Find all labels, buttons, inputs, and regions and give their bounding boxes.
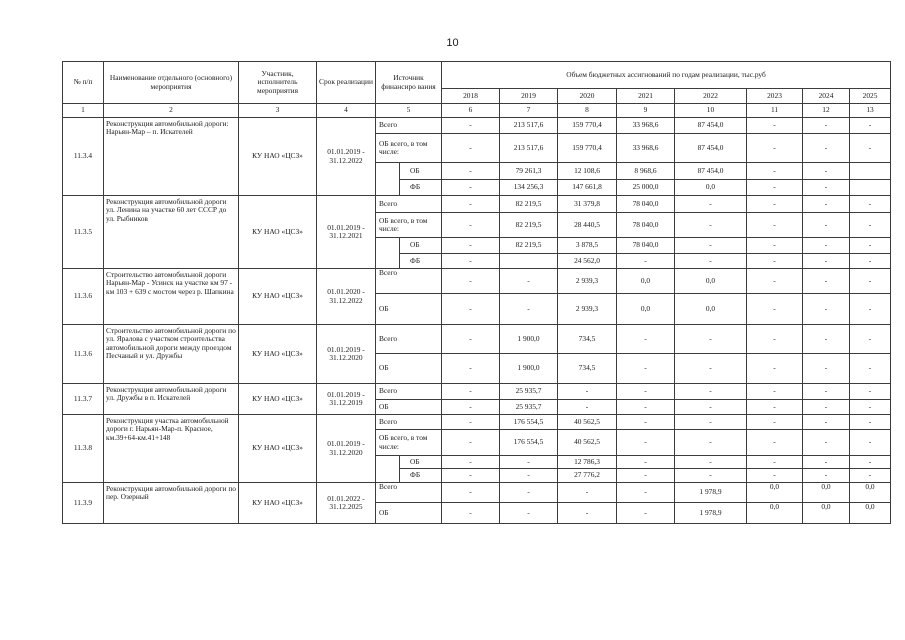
table-row bbox=[63, 196, 891, 213]
budget-value: - bbox=[500, 483, 558, 503]
funding-source: Всего bbox=[376, 196, 442, 213]
budget-value: - bbox=[747, 238, 803, 254]
budget-value: 78 040,0 bbox=[617, 238, 675, 254]
budget-value: - bbox=[442, 400, 500, 415]
year-header: 2019 bbox=[500, 89, 558, 104]
budget-value: - bbox=[747, 269, 803, 294]
budget-value: - bbox=[850, 469, 891, 483]
activity-number: 11.3.6 bbox=[63, 325, 104, 384]
budget-value: 78 040,0 bbox=[617, 196, 675, 213]
activity-name: Реконструкция автомобильной дороги: Нарьян-Мар – п. Искателей bbox=[104, 118, 239, 196]
year-header: 2020 bbox=[558, 89, 617, 104]
activity-number: 11.3.6 bbox=[63, 269, 104, 325]
activity-name: Реконструкция автомобильной дороги ул. Ленина на участке 60 лет СССР до ул. Рыбников bbox=[104, 196, 239, 269]
budget-value: 0,0 bbox=[675, 180, 747, 196]
budget-value: - bbox=[747, 354, 803, 384]
budget-value: 213 517,6 bbox=[500, 118, 558, 134]
budget-value: - bbox=[747, 196, 803, 213]
table-row bbox=[63, 384, 891, 400]
budget-value: 25 000,0 bbox=[617, 180, 675, 196]
activity-number: 11.3.9 bbox=[63, 483, 104, 524]
activity-participant: КУ НАО «ЦСЗ» bbox=[239, 415, 317, 483]
budget-value: - bbox=[747, 469, 803, 483]
budget-value: 12 108,6 bbox=[558, 163, 617, 180]
funding-source: ФБ bbox=[400, 254, 442, 269]
budget-value: - bbox=[442, 384, 500, 400]
budget-value: 33 968,6 bbox=[617, 134, 675, 163]
page-number: 10 bbox=[446, 37, 459, 49]
budget-value: - bbox=[617, 456, 675, 469]
header-num: № п/п bbox=[63, 62, 104, 104]
budget-value: - bbox=[617, 430, 675, 456]
budget-value: - bbox=[850, 196, 891, 213]
budget-value: - bbox=[747, 415, 803, 430]
budget-value: - bbox=[617, 483, 675, 503]
activity-term: 01.01.2022 - 31.12.2025 bbox=[317, 483, 376, 524]
budget-value: - bbox=[442, 430, 500, 456]
budget-value: - bbox=[675, 213, 747, 238]
budget-value: - bbox=[803, 118, 850, 134]
budget-value: - bbox=[500, 269, 558, 294]
budget-value: - bbox=[850, 134, 891, 163]
budget-value: 0,0 bbox=[675, 269, 747, 294]
budget-value: 0,0 bbox=[747, 483, 803, 503]
budget-value: - bbox=[617, 325, 675, 354]
header-participant: Участник, исполнитель мероприятия bbox=[239, 62, 317, 104]
budget-value: 2 939,3 bbox=[558, 294, 617, 325]
budget-value: 25 935,7 bbox=[500, 384, 558, 400]
budget-value: - bbox=[442, 415, 500, 430]
funding-source: ОБ всего, в том числе: bbox=[376, 134, 442, 163]
source-indent bbox=[376, 238, 400, 269]
budget-value: - bbox=[675, 325, 747, 354]
budget-value: 159 770,4 bbox=[558, 134, 617, 163]
budget-value: 176 554,5 bbox=[500, 430, 558, 456]
budget-value: - bbox=[803, 294, 850, 325]
budget-value: 8 968,6 bbox=[617, 163, 675, 180]
budget-value: 82 219,5 bbox=[500, 238, 558, 254]
budget-value: 40 562,5 bbox=[558, 415, 617, 430]
budget-value: - bbox=[442, 456, 500, 469]
budget-value: 28 440,5 bbox=[558, 213, 617, 238]
budget-value: 25 935,7 bbox=[500, 400, 558, 415]
budget-value: - bbox=[850, 384, 891, 400]
budget-value: - bbox=[442, 269, 500, 294]
funding-source: ОБ bbox=[376, 400, 442, 415]
budget-value: 0,0 bbox=[850, 503, 891, 524]
budget-value: 27 776,2 bbox=[558, 469, 617, 483]
budget-value: - bbox=[747, 400, 803, 415]
budget-value: - bbox=[850, 294, 891, 325]
column-number: 6 bbox=[442, 104, 500, 118]
budget-value: - bbox=[617, 503, 675, 524]
budget-value: - bbox=[850, 254, 891, 269]
budget-value: - bbox=[442, 483, 500, 503]
activity-participant: КУ НАО «ЦСЗ» bbox=[239, 269, 317, 325]
funding-source: ОБ bbox=[400, 163, 442, 180]
budget-value: 40 562,5 bbox=[558, 430, 617, 456]
column-number: 9 bbox=[617, 104, 675, 118]
budget-value: - bbox=[850, 415, 891, 430]
budget-value: - bbox=[747, 456, 803, 469]
column-number: 5 bbox=[376, 104, 442, 118]
activity-number: 11.3.4 bbox=[63, 118, 104, 196]
column-number: 8 bbox=[558, 104, 617, 118]
year-header: 2025 bbox=[850, 89, 891, 104]
budget-value: - bbox=[675, 196, 747, 213]
table-row bbox=[63, 483, 891, 503]
budget-value: - bbox=[617, 469, 675, 483]
column-number: 12 bbox=[803, 104, 850, 118]
budget-value: - bbox=[803, 134, 850, 163]
budget-value: - bbox=[442, 354, 500, 384]
activity-name: Реконструкция автомобильной дороги по пер. Озерный bbox=[104, 483, 239, 524]
table-row bbox=[63, 269, 891, 294]
budget-value: - bbox=[558, 483, 617, 503]
budget-value: - bbox=[675, 384, 747, 400]
budget-value: 12 786,3 bbox=[558, 456, 617, 469]
budget-value: - bbox=[747, 134, 803, 163]
budget-value: 1 900,0 bbox=[500, 354, 558, 384]
budget-value bbox=[500, 254, 558, 269]
budget-value: - bbox=[803, 163, 850, 180]
budget-value: 213 517,6 bbox=[500, 134, 558, 163]
budget-allocation-table bbox=[62, 61, 891, 524]
table-row bbox=[63, 325, 891, 354]
budget-value: - bbox=[850, 118, 891, 134]
activity-participant: КУ НАО «ЦСЗ» bbox=[239, 196, 317, 269]
budget-value: 3 878,5 bbox=[558, 238, 617, 254]
budget-value: 1 978,9 bbox=[675, 483, 747, 503]
budget-value: - bbox=[442, 503, 500, 524]
table-row bbox=[63, 118, 891, 134]
funding-source: ОБ bbox=[376, 354, 442, 384]
budget-value: 134 256,3 bbox=[500, 180, 558, 196]
budget-value: - bbox=[558, 503, 617, 524]
budget-value: - bbox=[850, 430, 891, 456]
budget-value bbox=[850, 163, 891, 180]
activity-name: Реконструкция автомобильной дороги ул. Дружбы в п. Искателей bbox=[104, 384, 239, 415]
year-header: 2022 bbox=[675, 89, 747, 104]
budget-value: - bbox=[747, 118, 803, 134]
budget-value: - bbox=[617, 400, 675, 415]
budget-value: - bbox=[803, 400, 850, 415]
budget-value: - bbox=[747, 325, 803, 354]
budget-value: 87 454,0 bbox=[675, 163, 747, 180]
budget-value: 0,0 bbox=[617, 269, 675, 294]
year-header: 2018 bbox=[442, 89, 500, 104]
budget-value: - bbox=[850, 400, 891, 415]
budget-value: 0,0 bbox=[803, 483, 850, 503]
budget-value: - bbox=[442, 180, 500, 196]
budget-value: - bbox=[747, 254, 803, 269]
budget-value: - bbox=[675, 400, 747, 415]
budget-value: - bbox=[675, 254, 747, 269]
budget-value: 734,5 bbox=[558, 325, 617, 354]
column-number: 2 bbox=[104, 104, 239, 118]
header-source: Источник финансиро вания bbox=[376, 62, 442, 104]
budget-value: 1 978,9 bbox=[675, 503, 747, 524]
funding-source: ОБ bbox=[400, 456, 442, 469]
budget-value: - bbox=[850, 238, 891, 254]
budget-value: 0,0 bbox=[803, 503, 850, 524]
budget-value: - bbox=[675, 238, 747, 254]
budget-value: - bbox=[803, 456, 850, 469]
budget-value: - bbox=[442, 134, 500, 163]
activity-name: Строительство автомобильной дороги Нарьян-Мар - Усинск на участке км 97 - км 103 + 639 с мостом через р. Шапкина bbox=[104, 269, 239, 325]
column-number: 1 bbox=[63, 104, 104, 118]
budget-value: - bbox=[675, 469, 747, 483]
budget-value: - bbox=[747, 294, 803, 325]
funding-source: ФБ bbox=[400, 469, 442, 483]
funding-source: ФБ bbox=[400, 180, 442, 196]
budget-value: - bbox=[850, 269, 891, 294]
budget-value: - bbox=[617, 254, 675, 269]
budget-value: - bbox=[675, 456, 747, 469]
budget-value: 0,0 bbox=[675, 294, 747, 325]
funding-source: Всего bbox=[376, 118, 442, 134]
budget-value: - bbox=[803, 269, 850, 294]
budget-value: - bbox=[850, 456, 891, 469]
budget-value: 1 900,0 bbox=[500, 325, 558, 354]
source-indent bbox=[376, 456, 400, 483]
activity-number: 11.3.7 bbox=[63, 384, 104, 415]
budget-value bbox=[850, 180, 891, 196]
activity-term: 01.01.2019 - 31.12.2020 bbox=[317, 325, 376, 384]
activity-participant: КУ НАО «ЦСЗ» bbox=[239, 384, 317, 415]
activity-participant: КУ НАО «ЦСЗ» bbox=[239, 118, 317, 196]
column-number: 3 bbox=[239, 104, 317, 118]
column-number: 11 bbox=[747, 104, 803, 118]
funding-source: Всего bbox=[376, 325, 442, 354]
budget-value: 82 219,5 bbox=[500, 196, 558, 213]
budget-value: - bbox=[850, 213, 891, 238]
funding-source: Всего bbox=[376, 269, 442, 294]
budget-value: 159 770,4 bbox=[558, 118, 617, 134]
budget-value: - bbox=[803, 254, 850, 269]
budget-value: - bbox=[675, 430, 747, 456]
funding-source: ОБ всего, в том числе: bbox=[376, 430, 442, 456]
budget-value: - bbox=[500, 503, 558, 524]
budget-value: - bbox=[500, 456, 558, 469]
budget-value: 2 939,3 bbox=[558, 269, 617, 294]
activity-name: Строительство автомобильной дороги по ул. Яралова с участком строительства автомобильной дороги между проездом Песчаный и ул. Дружбы bbox=[104, 325, 239, 384]
activity-name: Реконструкция участка автомобильной дороги г. Нарьян-Мар-п. Красное, км.39+64-км.41+148 bbox=[104, 415, 239, 483]
budget-value: - bbox=[850, 325, 891, 354]
budget-value: - bbox=[442, 469, 500, 483]
year-header: 2024 bbox=[803, 89, 850, 104]
activity-term: 01.01.2019 - 31.12.2021 bbox=[317, 196, 376, 269]
budget-value: - bbox=[442, 254, 500, 269]
activity-number: 11.3.8 bbox=[63, 415, 104, 483]
header-term: Срок реализации bbox=[317, 62, 376, 104]
budget-value: - bbox=[617, 415, 675, 430]
activity-participant: КУ НАО «ЦСЗ» bbox=[239, 325, 317, 384]
budget-value: - bbox=[850, 354, 891, 384]
year-header: 2023 bbox=[747, 89, 803, 104]
activity-term: 01.01.2019 - 31.12.2022 bbox=[317, 118, 376, 196]
budget-value: - bbox=[442, 238, 500, 254]
funding-source: Всего bbox=[376, 415, 442, 430]
budget-value: 31 379,8 bbox=[558, 196, 617, 213]
budget-value: - bbox=[558, 400, 617, 415]
budget-value: 24 562,0 bbox=[558, 254, 617, 269]
budget-value: - bbox=[442, 163, 500, 180]
funding-source: Всего bbox=[376, 384, 442, 400]
budget-value: - bbox=[675, 354, 747, 384]
budget-value: - bbox=[747, 163, 803, 180]
budget-value: 78 040,0 bbox=[617, 213, 675, 238]
budget-value: 176 554,5 bbox=[500, 415, 558, 430]
year-header: 2021 bbox=[617, 89, 675, 104]
budget-value: 734,5 bbox=[558, 354, 617, 384]
budget-value: - bbox=[803, 430, 850, 456]
column-number: 10 bbox=[675, 104, 747, 118]
budget-value: - bbox=[617, 384, 675, 400]
budget-value: 79 261,3 bbox=[500, 163, 558, 180]
budget-value: - bbox=[803, 238, 850, 254]
budget-value: 0,0 bbox=[747, 503, 803, 524]
budget-value: - bbox=[803, 469, 850, 483]
budget-value: 33 968,6 bbox=[617, 118, 675, 134]
budget-value: - bbox=[442, 213, 500, 238]
budget-value: - bbox=[803, 415, 850, 430]
funding-source: ОБ bbox=[376, 503, 442, 524]
budget-value: - bbox=[747, 430, 803, 456]
activity-participant: КУ НАО «ЦСЗ» bbox=[239, 483, 317, 524]
budget-value: 147 661,8 bbox=[558, 180, 617, 196]
funding-source: ОБ bbox=[376, 294, 442, 325]
budget-value: 0,0 bbox=[850, 483, 891, 503]
budget-value: - bbox=[803, 213, 850, 238]
budget-value: - bbox=[803, 354, 850, 384]
budget-value: - bbox=[803, 384, 850, 400]
column-number: 4 bbox=[317, 104, 376, 118]
budget-value: - bbox=[617, 354, 675, 384]
activity-term: 01.01.2019 - 31.12.2020 bbox=[317, 415, 376, 483]
budget-value: 82 219,5 bbox=[500, 213, 558, 238]
funding-source: Всего bbox=[376, 483, 442, 503]
budget-value: - bbox=[675, 415, 747, 430]
activity-number: 11.3.5 bbox=[63, 196, 104, 269]
funding-source: ОБ bbox=[400, 238, 442, 254]
budget-value: - bbox=[747, 384, 803, 400]
column-number: 13 bbox=[850, 104, 891, 118]
funding-source: ОБ всего, в том числе: bbox=[376, 213, 442, 238]
budget-value: 87 454,0 bbox=[675, 134, 747, 163]
budget-value: - bbox=[747, 213, 803, 238]
header-name: Наименование отдельного (основного) мероприятия bbox=[104, 62, 239, 104]
budget-value: - bbox=[442, 118, 500, 134]
budget-value: - bbox=[442, 325, 500, 354]
budget-value: - bbox=[500, 469, 558, 483]
budget-value: - bbox=[442, 294, 500, 325]
budget-value: - bbox=[803, 196, 850, 213]
budget-value: - bbox=[558, 384, 617, 400]
activity-term: 01.01.2019 - 31.12.2019 bbox=[317, 384, 376, 415]
budget-value: - bbox=[442, 196, 500, 213]
budget-value: - bbox=[747, 180, 803, 196]
budget-value: - bbox=[500, 294, 558, 325]
budget-value: - bbox=[803, 180, 850, 196]
table-row bbox=[63, 415, 891, 430]
header-volume: Объем бюджетных ассигнований по годам реализации, тыс.руб bbox=[442, 62, 891, 89]
activity-term: 01.01.2020 - 31.12.2022 bbox=[317, 269, 376, 325]
source-indent bbox=[376, 163, 400, 196]
budget-value: - bbox=[803, 325, 850, 354]
budget-value: 87 454,0 bbox=[675, 118, 747, 134]
budget-value: 0,0 bbox=[617, 294, 675, 325]
column-number: 7 bbox=[500, 104, 558, 118]
